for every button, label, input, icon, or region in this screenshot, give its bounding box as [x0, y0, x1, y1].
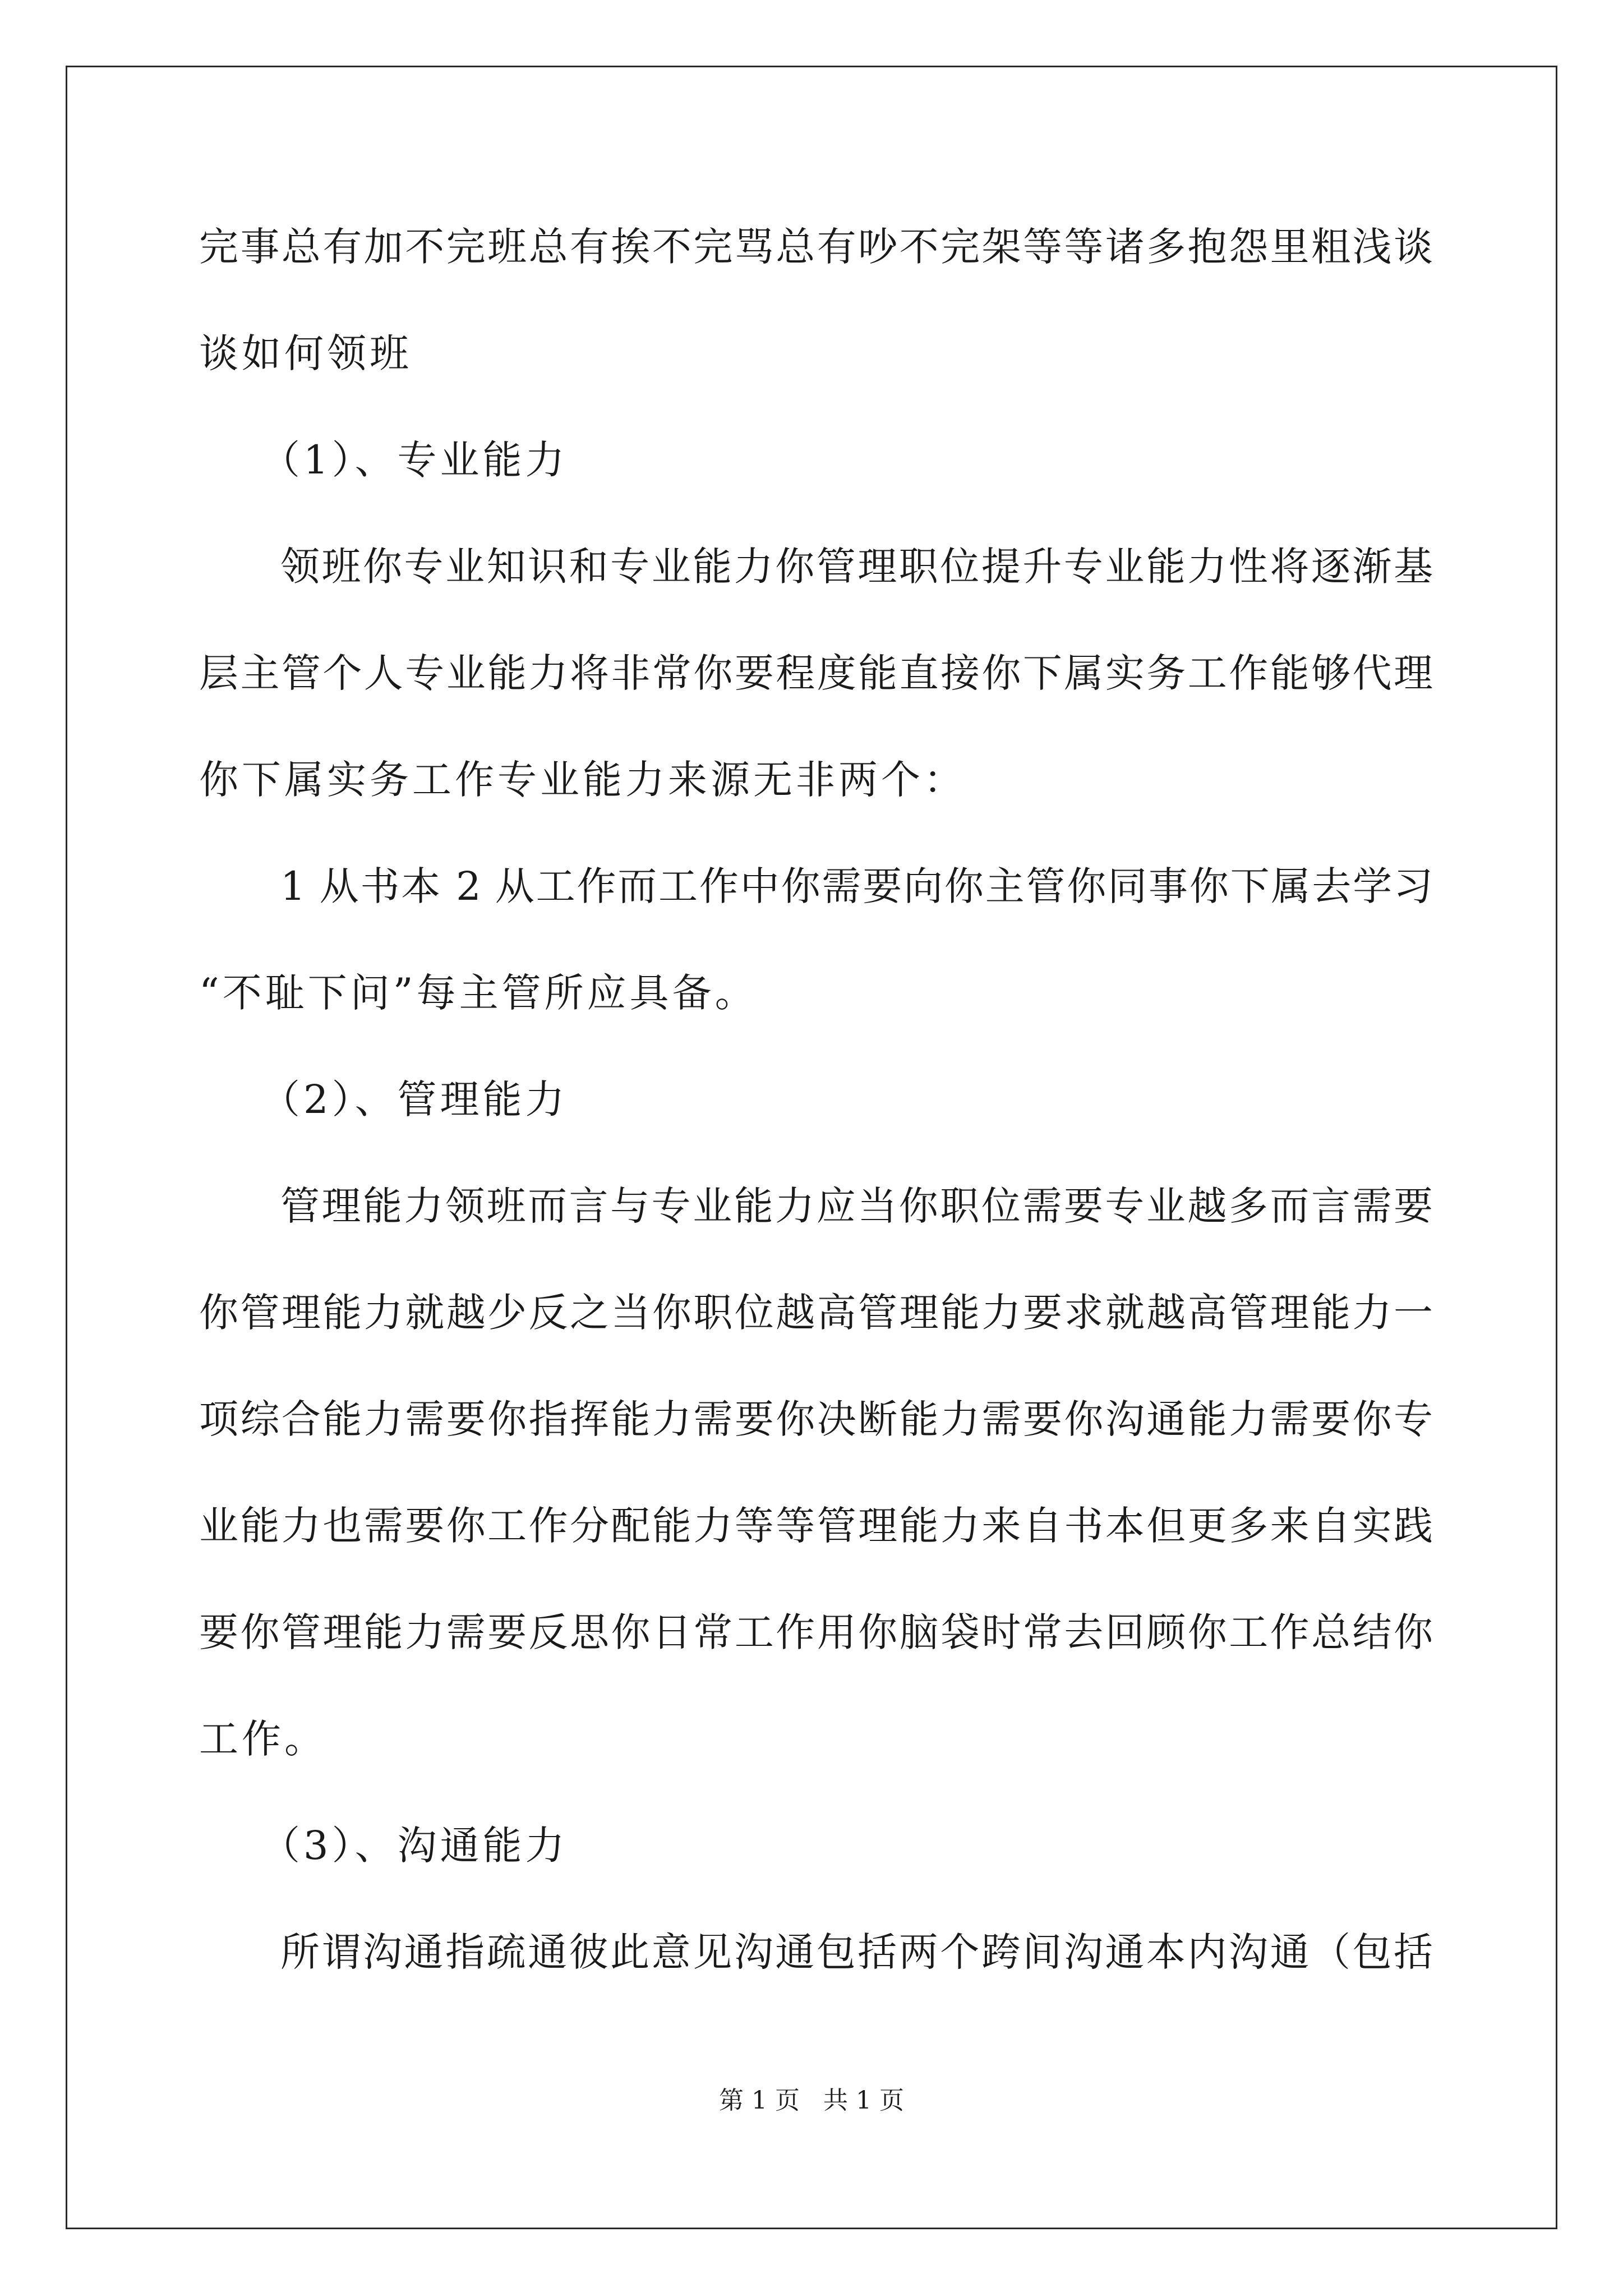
paragraph-line: 项综合能力需要你指挥能力需要你决断能力需要你沟通能力需要你专: [199, 1396, 1433, 1442]
paragraph-line: 你下属实务工作专业能力来源无非两个：: [199, 757, 966, 803]
paragraph-line: 领班你专业知识和专业能力你管理职位提升专业能力性将逐渐基: [280, 544, 1433, 590]
paragraph-line: 管理能力领班而言与专业能力应当你职位需要专业越多而言需要: [280, 1183, 1433, 1229]
page-number: 第 1 页: [719, 2086, 800, 2115]
page-footer: [0, 2080, 1623, 2116]
paragraph-line: 要你管理能力需要反思你日常工作用你脑袋时常去回顾你工作总结你: [199, 1609, 1433, 1655]
paragraph-line: 业能力也需要你工作分配能力等等管理能力来自书本但更多来自实践: [199, 1503, 1433, 1549]
section-heading: （3）、沟通能力: [261, 1823, 568, 1869]
paragraph-line: 谈如何领班: [199, 330, 412, 376]
paragraph-line: 所谓沟通指疏通彼此意见沟通包括两个跨间沟通本内沟通（包括: [280, 1929, 1433, 1975]
paragraph-line: 层主管个人专业能力将非常你要程度能直接你下属实务工作能够代理: [199, 650, 1433, 696]
page-total: 共 1 页: [823, 2086, 904, 2115]
paragraph-line: 工作。: [199, 1716, 327, 1762]
section-heading: （1）、专业能力: [261, 437, 568, 483]
paragraph-line: 1 从书本 2 从工作而工作中你需要向你主管你同事你下属去学习: [280, 863, 1433, 909]
paragraph-line: “不耻下问”每主管所应具备。: [199, 970, 758, 1016]
paragraph-line: 完事总有加不完班总有挨不完骂总有吵不完架等等诸多抱怨里粗浅谈: [199, 224, 1433, 270]
section-heading: （2）、管理能力: [261, 1076, 568, 1122]
document-body: [199, 213, 1433, 2025]
paragraph-line: 你管理能力就越少反之当你职位越高管理能力要求就越高管理能力一: [199, 1290, 1433, 1336]
